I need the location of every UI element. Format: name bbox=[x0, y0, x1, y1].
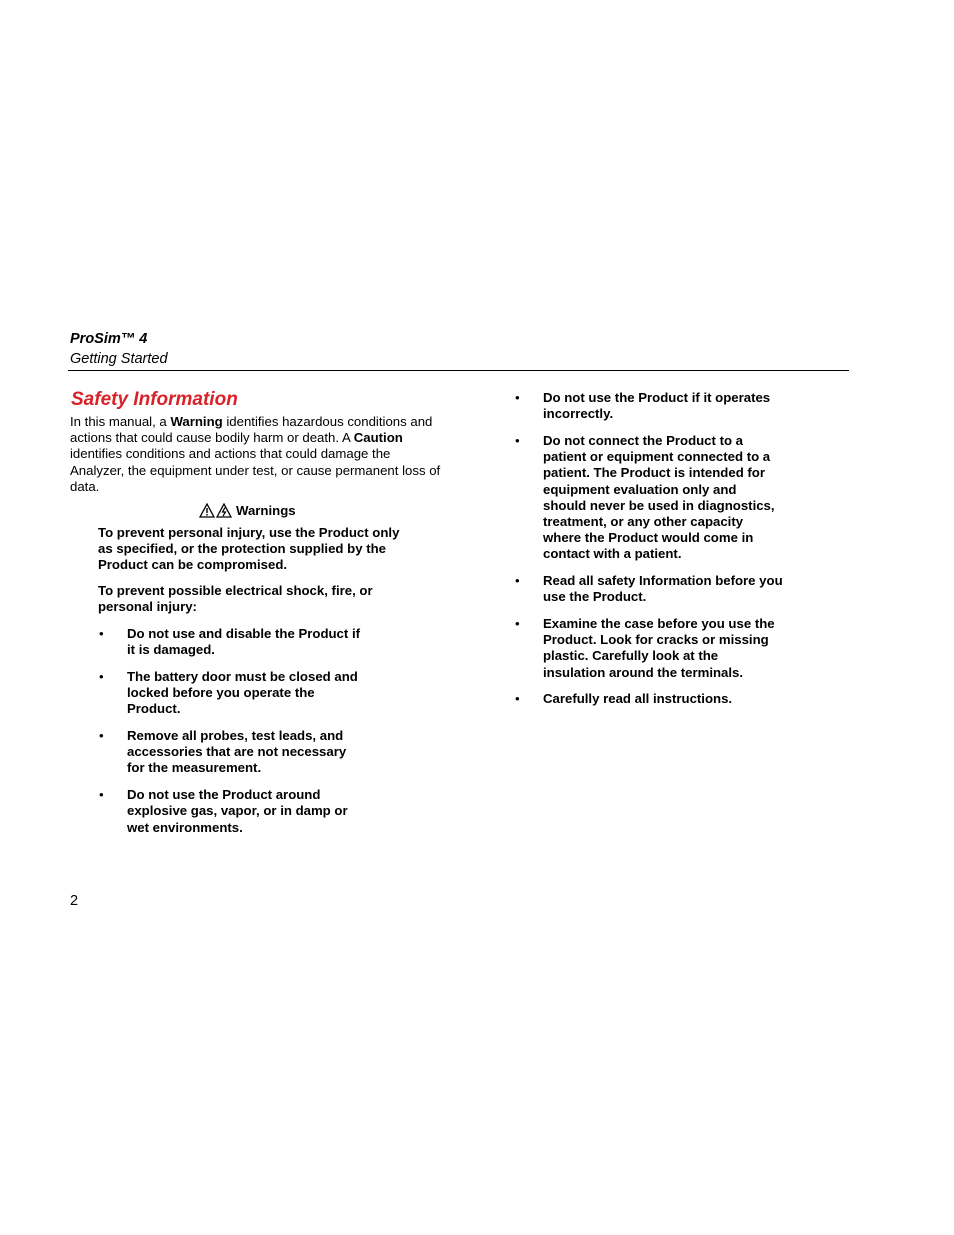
list-item-text: Read all safety Information before you use the Product. bbox=[543, 573, 783, 605]
warning-icons bbox=[199, 503, 232, 518]
intro-paragraph bbox=[70, 414, 442, 495]
list-item-text: Do not use the Product around explosive gas, vapor, or in damp or wet environments. bbox=[127, 787, 348, 835]
list-item-text: Remove all probes, test leads, and accessories that are not necessary for the measurement. bbox=[127, 728, 347, 776]
list-item-text: Carefully read all instructions. bbox=[543, 691, 733, 707]
list-item bbox=[515, 390, 783, 422]
bullet: • bbox=[99, 787, 104, 803]
list-item bbox=[99, 668, 367, 718]
list-item-text: The battery door must be closed and locked before you operate the Product. bbox=[127, 668, 358, 717]
bullet: • bbox=[515, 432, 520, 448]
bullet: • bbox=[99, 626, 104, 641]
list-item bbox=[515, 615, 783, 681]
running-header-subtitle: Getting Started bbox=[70, 351, 168, 367]
list-item bbox=[99, 728, 367, 777]
warnings-list-left bbox=[99, 626, 367, 846]
section-title: Safety Information bbox=[71, 389, 238, 410]
list-item-text: Do not use the Product if it operates incorrectly. bbox=[543, 390, 771, 422]
bullet: • bbox=[515, 573, 520, 589]
warning-triangle-icon bbox=[199, 503, 215, 518]
list-item bbox=[99, 626, 367, 658]
warnings-heading bbox=[199, 503, 296, 518]
bullet: • bbox=[515, 390, 520, 405]
page-number: 2 bbox=[70, 893, 79, 909]
bullet: • bbox=[99, 728, 104, 744]
warning-paragraph-2: To prevent possible electrical shock, fire, or personal injury: bbox=[98, 583, 373, 615]
bullet: • bbox=[515, 691, 520, 707]
warning-paragraph-1: To prevent personal injury, use the Product only as specified, or the protection supplied by the Product can be compromised. bbox=[98, 525, 400, 573]
list-item bbox=[99, 787, 367, 836]
list-item bbox=[515, 432, 783, 563]
list-item-text: Do not connect the Product to a patient or equipment connected to a patient. The Product is intended for equipment evaluation only and should never be used in diagnostics, treatment, or any other capacity where the Product would come in contact with a patient. bbox=[543, 432, 775, 562]
bullet: • bbox=[99, 668, 104, 684]
header-rule bbox=[68, 370, 849, 371]
electrical-hazard-icon bbox=[216, 503, 232, 518]
intro-caution-term: Caution bbox=[353, 430, 403, 446]
intro-text-3: identifies conditions and actions that could damage the Analyzer, the equipment under test, or cause permanent loss of data. bbox=[70, 446, 441, 494]
list-item-text: Do not use and disable the Product if it is damaged. bbox=[127, 626, 360, 658]
intro-text-1: In this manual, a bbox=[70, 414, 171, 429]
list-item bbox=[515, 573, 783, 605]
warnings-heading-label: Warnings bbox=[236, 503, 296, 518]
list-item bbox=[515, 691, 783, 707]
list-item-text: Examine the case before you use the Product. Look for cracks or missing plastic. Carefully look at the insulation around the terminals. bbox=[543, 615, 775, 680]
intro-warning-term: Warning bbox=[170, 414, 223, 429]
warnings-list-right bbox=[515, 390, 783, 718]
intro-text-2: identifies hazardous conditions and actions that could cause bodily harm or death. A bbox=[70, 414, 433, 446]
bullet: • bbox=[515, 615, 520, 631]
running-header-title: ProSim™ 4 bbox=[70, 331, 148, 347]
